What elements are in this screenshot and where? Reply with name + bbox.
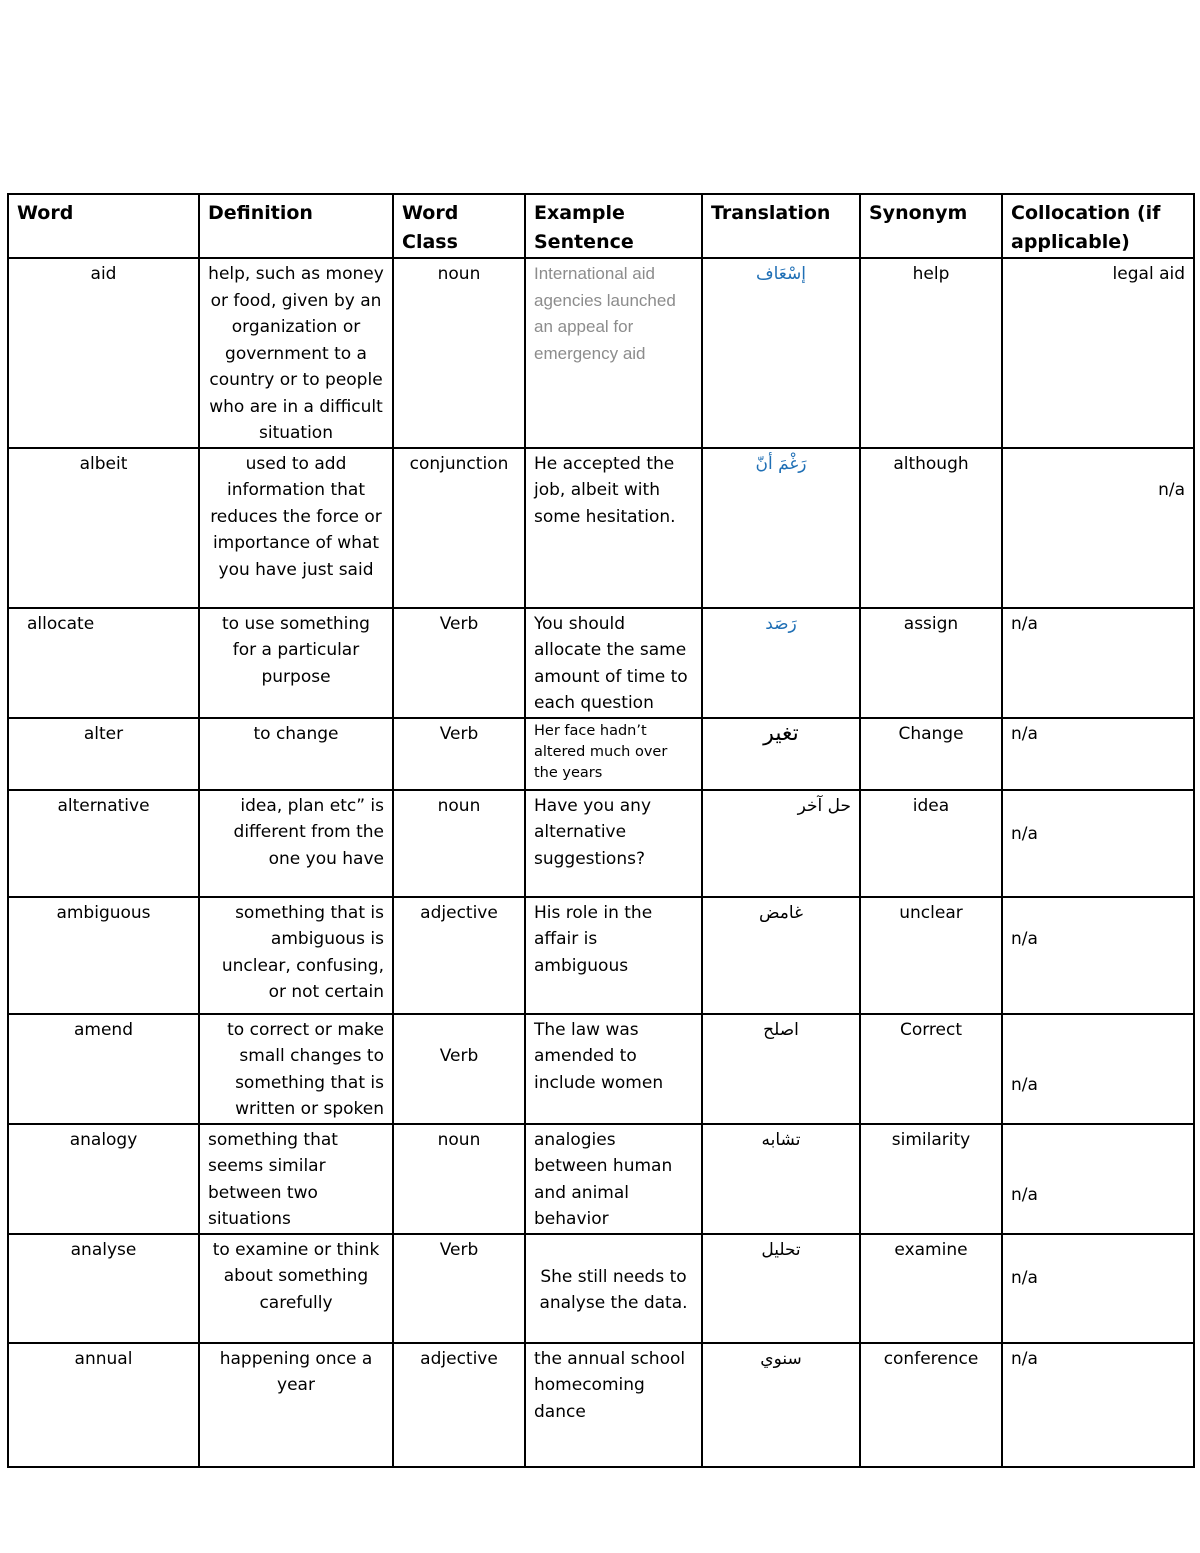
example-cell: His role in the affair is ambiguous xyxy=(525,897,702,1014)
word-cell: amend xyxy=(8,1014,199,1124)
word-class-cell: noun xyxy=(393,258,525,448)
collocation-cell: n/a xyxy=(1002,1124,1194,1234)
definition-cell: to correct or make small changes to something that is written or spoken xyxy=(199,1014,393,1124)
word-class-cell: noun xyxy=(393,790,525,897)
header-word-class: Word Class xyxy=(393,194,525,258)
translation-cell: غامض xyxy=(702,897,860,1014)
table-row xyxy=(8,718,1194,790)
synonym-cell: similarity xyxy=(860,1124,1002,1234)
vocabulary-table xyxy=(7,193,1195,1468)
collocation-cell: n/a xyxy=(1002,1234,1194,1343)
word-cell: alter xyxy=(8,718,199,790)
translation-cell: إسْعَاف xyxy=(702,258,860,448)
header-collocation: Collocation (if applicable) xyxy=(1002,194,1194,258)
word-class-cell: Verb xyxy=(393,718,525,790)
example-cell: the annual school homecoming dance xyxy=(525,1343,702,1467)
word-cell: ambiguous xyxy=(8,897,199,1014)
translation-cell: حل آخر xyxy=(702,790,860,897)
word-class-cell: conjunction xyxy=(393,448,525,608)
definition-cell: something that is ambiguous is unclear, confusing, or not certain xyxy=(199,897,393,1014)
table-row xyxy=(8,897,1194,1014)
synonym-cell: assign xyxy=(860,608,1002,718)
table-row xyxy=(8,608,1194,718)
table-row xyxy=(8,448,1194,608)
collocation-cell: n/a xyxy=(1002,608,1194,718)
synonym-cell: help xyxy=(860,258,1002,448)
collocation-cell: legal aid xyxy=(1002,258,1194,448)
word-cell: allocate xyxy=(8,608,199,718)
word-cell: analyse xyxy=(8,1234,199,1343)
translation-cell: اصلح xyxy=(702,1014,860,1124)
definition-cell: to examine or think about something carefully xyxy=(199,1234,393,1343)
word-class-cell: Verb xyxy=(393,608,525,718)
header-synonym: Synonym xyxy=(860,194,1002,258)
table-row xyxy=(8,1014,1194,1124)
header-word: Word xyxy=(8,194,199,258)
word-cell: aid xyxy=(8,258,199,448)
definition-cell: to change xyxy=(199,718,393,790)
translation-cell: سنوي xyxy=(702,1343,860,1467)
example-cell: He accepted the job, albeit with some hesitation. xyxy=(525,448,702,608)
example-cell: analogies between human and animal behavior xyxy=(525,1124,702,1234)
table-row xyxy=(8,258,1194,448)
header-example-sentence: Example Sentence xyxy=(525,194,702,258)
collocation-cell: n/a xyxy=(1002,1343,1194,1467)
word-class-cell: noun xyxy=(393,1124,525,1234)
table-row xyxy=(8,1124,1194,1234)
word-class-cell: adjective xyxy=(393,1343,525,1467)
translation-cell: تشابه xyxy=(702,1124,860,1234)
word-cell: alternative xyxy=(8,790,199,897)
table-row xyxy=(8,1234,1194,1343)
definition-cell: something that seems similar between two situations xyxy=(199,1124,393,1234)
header-translation: Translation xyxy=(702,194,860,258)
collocation-cell: n/a xyxy=(1002,718,1194,790)
example-cell: International aid agencies launched an appeal for emergency aid xyxy=(525,258,702,448)
synonym-cell: examine xyxy=(860,1234,1002,1343)
collocation-cell: n/a xyxy=(1002,448,1194,608)
example-cell: She still needs to analyse the data. xyxy=(525,1234,702,1343)
collocation-cell: n/a xyxy=(1002,1014,1194,1124)
header-definition: Definition xyxy=(199,194,393,258)
definition-cell: happening once a year xyxy=(199,1343,393,1467)
collocation-cell: n/a xyxy=(1002,897,1194,1014)
word-class-cell: Verb xyxy=(393,1014,525,1124)
word-cell: analogy xyxy=(8,1124,199,1234)
synonym-cell: conference xyxy=(860,1343,1002,1467)
translation-cell: تحليل xyxy=(702,1234,860,1343)
translation-cell: رَصَد xyxy=(702,608,860,718)
definition-cell: idea, plan etc” is different from the one you have xyxy=(199,790,393,897)
example-cell: You should allocate the same amount of time to each question xyxy=(525,608,702,718)
synonym-cell: unclear xyxy=(860,897,1002,1014)
word-cell: annual xyxy=(8,1343,199,1467)
example-cell: The law was amended to include women xyxy=(525,1014,702,1124)
word-class-cell: adjective xyxy=(393,897,525,1014)
word-cell: albeit xyxy=(8,448,199,608)
word-class-cell: Verb xyxy=(393,1234,525,1343)
synonym-cell: Change xyxy=(860,718,1002,790)
definition-cell: used to add information that reduces the force or importance of what you have just said xyxy=(199,448,393,608)
synonym-cell: Correct xyxy=(860,1014,1002,1124)
example-cell: Her face hadn’t altered much over the years xyxy=(525,718,702,790)
definition-cell: help, such as money or food, given by an organization or government to a country or to people who are in a difficult situation xyxy=(199,258,393,448)
table-row xyxy=(8,1343,1194,1467)
definition-cell: to use something for a particular purpose xyxy=(199,608,393,718)
header-row xyxy=(8,194,1194,258)
table-row xyxy=(8,790,1194,897)
collocation-cell: n/a xyxy=(1002,790,1194,897)
example-cell: Have you any alternative suggestions? xyxy=(525,790,702,897)
translation-cell: رَغْمَ أنّ xyxy=(702,448,860,608)
translation-cell: تغير xyxy=(702,718,860,790)
synonym-cell: idea xyxy=(860,790,1002,897)
synonym-cell: although xyxy=(860,448,1002,608)
